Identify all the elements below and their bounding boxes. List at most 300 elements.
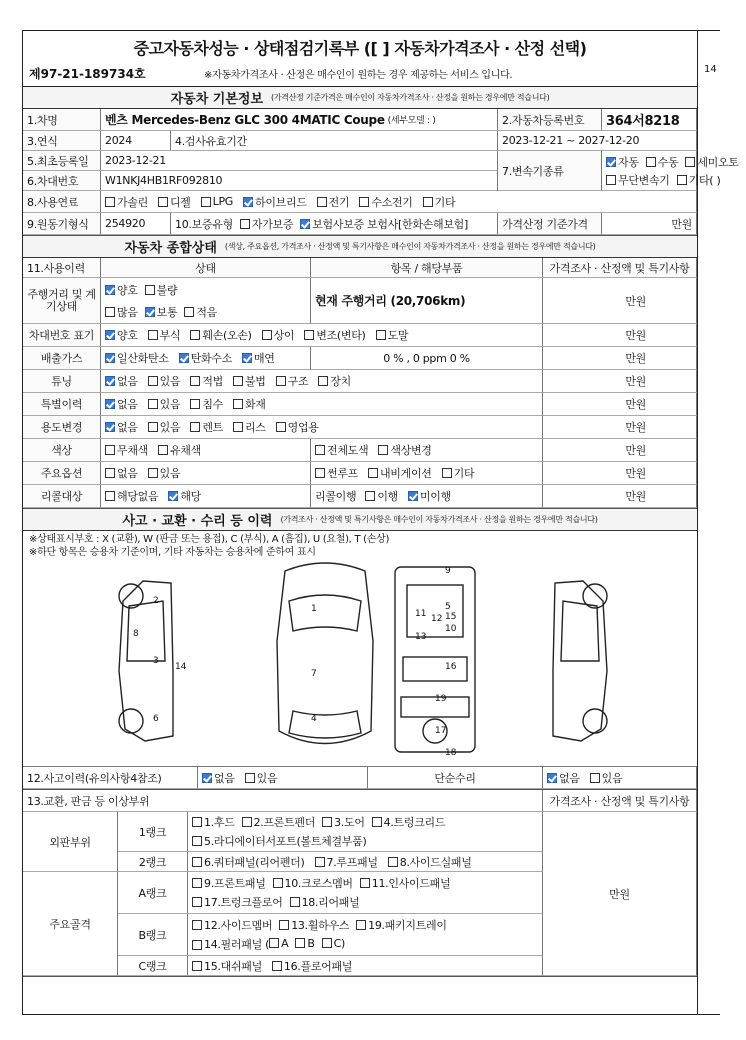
option[interactable] (315, 854, 378, 870)
status-row (105, 304, 224, 320)
option-label: 해당 (180, 490, 201, 503)
checkbox[interactable] (245, 773, 255, 783)
checkbox[interactable] (240, 219, 250, 229)
rank-b: B랭크 (118, 914, 188, 956)
row-status (101, 485, 311, 508)
doc-note: ※자동차가격조사 · 산정은 매수인이 원하는 경우 제공하는 서비스 입니다. (204, 70, 513, 81)
option[interactable] (646, 154, 679, 170)
checkbox[interactable] (368, 468, 378, 478)
option[interactable] (243, 194, 307, 210)
top-view-windshield-icon (289, 595, 361, 631)
checkbox[interactable] (359, 197, 369, 207)
engine-type: 254920 (105, 217, 146, 230)
checkbox[interactable] (148, 330, 158, 340)
option-label: 6.쿼터패널(리어펜더) (204, 855, 305, 869)
option-label: LPG (212, 195, 234, 208)
option[interactable] (192, 875, 266, 891)
option[interactable] (304, 327, 365, 343)
checkbox[interactable] (105, 376, 115, 386)
option[interactable] (262, 327, 295, 343)
label-parts-price: 가격조사 · 산정액 및 특기사항 (543, 790, 697, 812)
overall-section-header (23, 236, 697, 258)
label-vin: 6.차대번호 (23, 171, 101, 191)
option[interactable] (192, 958, 262, 974)
option[interactable] (105, 282, 138, 298)
checkbox[interactable] (192, 920, 202, 930)
left-rear-wheel-icon (119, 709, 143, 733)
checkbox[interactable] (148, 399, 158, 409)
checkbox[interactable] (148, 422, 158, 432)
option-label: 미이행 (419, 490, 451, 503)
checkbox[interactable] (646, 157, 656, 167)
checkbox[interactable] (168, 491, 178, 501)
checkbox[interactable] (322, 938, 332, 948)
option-label: 없음 (117, 421, 138, 434)
checkbox[interactable] (148, 376, 158, 386)
diagram-number: 6 (153, 714, 159, 724)
row-label: 용도변경 (23, 416, 101, 439)
option-label: 없음 (214, 771, 235, 785)
option-label: 침수 (202, 398, 223, 411)
option-label: 4.트렁크리드 (383, 816, 446, 829)
checkbox[interactable] (273, 878, 283, 888)
option[interactable] (192, 894, 283, 910)
checkbox[interactable] (685, 157, 695, 167)
checkbox[interactable] (158, 445, 168, 455)
checkbox[interactable] (315, 857, 325, 867)
row-status (101, 439, 311, 462)
checkbox[interactable] (105, 307, 115, 317)
checkbox[interactable] (192, 836, 202, 846)
option[interactable] (269, 937, 288, 950)
label-simple-repair: 단순수리 (368, 767, 543, 789)
option[interactable] (168, 488, 201, 504)
checkbox[interactable] (201, 197, 211, 207)
option[interactable] (318, 373, 351, 389)
checkbox[interactable] (269, 938, 279, 948)
car-diagram (23, 561, 697, 766)
option-label: 1.후드 (204, 816, 235, 829)
row-price: 만원 (543, 278, 697, 324)
diagram-number: 9 (445, 566, 451, 576)
checkbox[interactable] (105, 197, 115, 207)
option-label: 12.사이드멤버 (204, 919, 273, 932)
row-label: 배출가스 (23, 347, 101, 370)
checkbox[interactable] (290, 897, 300, 907)
option-label: 내비게이션 (379, 467, 432, 480)
trans-options (602, 151, 739, 191)
row-price: 만원 (543, 324, 697, 347)
option-label: 변조(변타) (316, 329, 366, 342)
option[interactable] (192, 854, 305, 870)
option-label: 10.크로스멤버 (284, 877, 353, 890)
trans-row-1 (606, 154, 746, 170)
option[interactable] (388, 854, 472, 870)
insp-period: 2023-12-21 ~ 2027-12-20 (498, 131, 697, 151)
accident-options (198, 767, 368, 789)
overall-title: 자동차 종합상태 (124, 241, 217, 256)
checkbox[interactable] (233, 422, 243, 432)
checkbox[interactable] (192, 961, 202, 971)
option[interactable] (376, 327, 409, 343)
checkbox[interactable] (158, 197, 168, 207)
option[interactable] (606, 172, 670, 188)
option-label: 부식 (159, 329, 181, 342)
label-first: 5.최초등록일 (23, 151, 101, 171)
checkbox[interactable] (372, 817, 382, 827)
checkbox[interactable] (272, 961, 282, 971)
checkbox[interactable] (317, 197, 327, 207)
doc-number: 제97-21-189734호 (29, 67, 146, 81)
option-label: 자가보증 (251, 217, 294, 231)
option[interactable] (356, 917, 447, 933)
option[interactable] (317, 194, 350, 210)
checkbox[interactable] (378, 445, 388, 455)
option[interactable] (365, 488, 398, 504)
option-label: 보험사보증 보험사[한화손해보험] (312, 217, 468, 231)
checkbox[interactable] (190, 330, 200, 340)
checkbox[interactable] (356, 920, 366, 930)
option[interactable] (105, 488, 158, 504)
option[interactable] (233, 396, 266, 412)
option[interactable] (606, 154, 639, 170)
option[interactable] (290, 894, 360, 910)
diagram-number: 5 (445, 602, 451, 612)
rank-b-row-a (192, 917, 454, 933)
option-label: 하이브리드 (255, 195, 307, 209)
checkbox[interactable] (318, 376, 328, 386)
checkbox[interactable] (276, 376, 286, 386)
option[interactable] (242, 814, 316, 830)
option-label: 기타 (453, 467, 475, 480)
option[interactable] (315, 465, 358, 481)
option[interactable] (201, 195, 233, 208)
checkbox[interactable] (388, 857, 398, 867)
row-item (311, 485, 543, 508)
checkbox[interactable] (148, 468, 158, 478)
right-front-wheel-icon (583, 584, 607, 608)
option[interactable] (105, 419, 138, 435)
legend-note: ※하단 항목은 승용차 기준이며, 기타 자동차는 승용차에 준하여 표시 (29, 547, 316, 558)
option[interactable] (233, 419, 266, 435)
option[interactable] (272, 958, 352, 974)
option[interactable] (105, 396, 138, 412)
option[interactable] (145, 304, 178, 320)
year-cell (101, 131, 498, 151)
option-label: 가솔린 (117, 195, 148, 209)
option[interactable] (192, 917, 272, 933)
option[interactable] (158, 194, 191, 210)
parts-price-unit: 만원 (543, 812, 697, 976)
option[interactable] (423, 194, 456, 210)
option-label: 장치 (330, 375, 351, 388)
option[interactable] (590, 770, 623, 786)
option[interactable] (105, 442, 148, 458)
option[interactable] (148, 327, 181, 343)
row-item: 현재 주행거리 (20,706km) (311, 278, 543, 324)
row-price: 만원 (543, 393, 697, 416)
label-fuel: 8.사용연료 (23, 191, 101, 213)
checkbox[interactable] (105, 330, 115, 340)
rank-2: 2랭크 (118, 852, 188, 872)
rank-1-row-a (192, 814, 452, 830)
row-label: 주요옵션 (23, 462, 101, 485)
checkbox[interactable] (145, 285, 155, 295)
option-label: 자동 (618, 155, 639, 169)
checkbox[interactable] (105, 285, 115, 295)
option-label: 불법 (244, 375, 266, 388)
checkbox[interactable] (242, 353, 252, 363)
option[interactable] (315, 442, 368, 458)
rank-a-parts (188, 872, 543, 914)
rank-a: A랭크 (118, 872, 188, 914)
option[interactable] (148, 465, 181, 481)
option[interactable] (179, 350, 232, 366)
rank-2-parts (188, 852, 543, 872)
trans-row-2 (606, 172, 727, 188)
diagram-number: 15 (445, 612, 457, 622)
repair-note: (가격조사 · 산정액 및 특기사항은 매수인이 자동차가격조사 · 산정을 원하는 경우에만 적습니다) (280, 515, 598, 524)
option-label: 있음 (159, 375, 181, 388)
left-front-wheel-icon (119, 584, 143, 608)
diagram-number: 13 (415, 632, 427, 642)
checkbox[interactable] (105, 353, 115, 363)
diagram-number: 10 (445, 624, 457, 634)
checkbox[interactable] (192, 897, 202, 907)
option[interactable] (105, 304, 138, 320)
option[interactable] (145, 282, 178, 298)
option[interactable] (233, 373, 266, 389)
row-label: 특별이력 (23, 393, 101, 416)
option[interactable] (192, 814, 235, 830)
option-label: 상이 (273, 329, 295, 342)
row-price: 만원 (543, 370, 697, 393)
checkbox[interactable] (365, 491, 375, 501)
inspection-record (22, 30, 739, 1015)
diagram-number: 1 (311, 604, 317, 614)
option-label: C) (333, 936, 345, 950)
diagram-number: 7 (311, 669, 317, 679)
option-label: 양호 (117, 329, 138, 342)
label-accident: 12.사고이력(유의사항4참조) (23, 767, 198, 789)
overall-h4: 가격조사 · 산정액 및 특기사항 (543, 258, 697, 278)
row-label: 리콜대상 (23, 485, 101, 508)
option[interactable] (276, 373, 309, 389)
option[interactable] (105, 327, 138, 343)
option[interactable] (322, 937, 345, 950)
row-label: 색상 (23, 439, 101, 462)
label-insp: 4.검사유효기간 (170, 131, 247, 150)
checkbox[interactable] (677, 175, 687, 185)
option[interactable] (202, 770, 235, 786)
checkbox[interactable] (304, 330, 314, 340)
option-label: 없음 (559, 771, 580, 785)
checkbox[interactable] (190, 376, 200, 386)
row-price: 만원 (543, 439, 697, 462)
option[interactable] (368, 465, 432, 481)
option[interactable] (158, 442, 201, 458)
checkbox[interactable] (179, 353, 189, 363)
option[interactable] (105, 350, 169, 366)
overall-h3: 항목 / 해당부품 (311, 258, 543, 278)
rank-1-parts (188, 812, 543, 852)
checkbox[interactable] (105, 468, 115, 478)
option-label: 화재 (244, 398, 266, 411)
row-status (101, 393, 543, 416)
checkbox[interactable] (233, 399, 243, 409)
doc-title: 중고자동차성능 · 상태점검기록부 ([ ] 자동차가격조사 · 산정 선택) (133, 39, 587, 58)
option[interactable] (322, 814, 365, 830)
option[interactable] (148, 373, 181, 389)
option-label: 불량 (156, 283, 178, 297)
checkbox[interactable] (192, 857, 202, 867)
option-label: B (307, 936, 315, 950)
option-label: 무단변속기 (618, 173, 670, 187)
label-reg: 2.자동차등록번호 (498, 109, 602, 131)
checkbox[interactable] (279, 920, 289, 930)
option-label: 2.프론트펜더 (253, 816, 316, 829)
option-label: 영업용 (287, 421, 319, 434)
option[interactable] (105, 373, 138, 389)
option[interactable] (245, 770, 278, 786)
checkbox[interactable] (360, 878, 370, 888)
warranty-options (240, 216, 475, 232)
right-rear-wheel-icon (583, 709, 607, 733)
checkbox[interactable] (442, 468, 452, 478)
checkbox[interactable] (547, 773, 557, 783)
basic-section-header (23, 87, 697, 109)
option[interactable] (192, 833, 366, 849)
option[interactable] (685, 154, 738, 170)
checkbox[interactable] (606, 175, 616, 185)
option-label: 양호 (117, 283, 138, 297)
option[interactable] (295, 937, 314, 950)
option[interactable] (547, 770, 580, 786)
checkbox[interactable] (105, 422, 115, 432)
option[interactable] (184, 304, 217, 320)
checkbox[interactable] (322, 817, 332, 827)
option[interactable] (360, 875, 451, 891)
option[interactable] (242, 350, 275, 366)
checkbox[interactable] (315, 445, 325, 455)
checkbox[interactable] (105, 399, 115, 409)
option[interactable] (190, 373, 223, 389)
checkbox[interactable] (190, 399, 200, 409)
option-label: 있음 (601, 771, 623, 785)
diagram-number: 14 (175, 662, 187, 672)
option-label: 기타 (434, 195, 456, 209)
row-status (101, 462, 311, 485)
checkbox[interactable] (376, 330, 386, 340)
option-label: 전체도색 (327, 444, 369, 457)
option-label: 적음 (196, 305, 217, 319)
option[interactable] (190, 419, 223, 435)
label-trans: 7.변속기종류 (498, 151, 602, 191)
option-label: 색상변경 (390, 444, 432, 457)
option[interactable] (148, 419, 181, 435)
option-label: 11.인사이드패널 (371, 877, 451, 890)
basic-title: 자동차 기본정보 (170, 92, 264, 107)
repair-section-header (23, 509, 697, 531)
checkbox[interactable] (202, 773, 212, 783)
option[interactable] (359, 194, 412, 210)
option[interactable] (240, 216, 293, 232)
option[interactable] (190, 396, 223, 412)
option[interactable] (677, 172, 721, 188)
checkbox[interactable] (184, 307, 194, 317)
checkbox[interactable] (105, 445, 115, 455)
accident-grid (23, 767, 697, 790)
row-status (101, 347, 311, 370)
option[interactable] (105, 465, 138, 481)
option-label: 전기 (328, 195, 350, 209)
option[interactable] (148, 396, 181, 412)
option-label: 많음 (117, 305, 138, 319)
checkbox[interactable] (606, 157, 616, 167)
option-label: 렌트 (202, 421, 223, 434)
row-label: 튜닝 (23, 370, 101, 393)
checkbox[interactable] (233, 376, 243, 386)
option-label: 적법 (202, 375, 223, 388)
checkbox[interactable] (105, 491, 115, 501)
checkbox[interactable] (276, 422, 286, 432)
checkbox[interactable] (242, 817, 252, 827)
checkbox[interactable] (423, 197, 433, 207)
checkbox[interactable] (300, 219, 310, 229)
basic-note: (가격산정 기준가격은 매수인이 자동차가격조사 · 산정을 원하는 경우에만 적습니다) (271, 93, 550, 102)
option[interactable] (372, 814, 446, 830)
option[interactable] (276, 419, 319, 435)
checkbox[interactable] (192, 878, 202, 888)
option[interactable] (273, 875, 353, 891)
checkbox[interactable] (408, 491, 418, 501)
top-view-rear-window-icon (289, 711, 361, 738)
checkbox[interactable] (192, 817, 202, 827)
simple-repair-options (543, 767, 697, 789)
checkbox[interactable] (190, 422, 200, 432)
row-price: 만원 (543, 485, 697, 508)
label-parts: 13.교환, 판금 등 이상부위 (23, 790, 543, 812)
option[interactable] (408, 488, 451, 504)
option[interactable] (300, 216, 468, 232)
checkbox[interactable] (295, 938, 305, 948)
parts-grid (23, 790, 697, 977)
option-label: 없음 (117, 375, 138, 388)
option[interactable] (105, 194, 148, 210)
rank-1-row-b (192, 833, 373, 849)
checkbox[interactable] (262, 330, 272, 340)
option-label: 도말 (387, 329, 409, 342)
option-label: 있음 (159, 398, 181, 411)
option[interactable] (190, 327, 251, 343)
checkbox[interactable] (590, 773, 600, 783)
row-status (101, 278, 311, 324)
checkbox[interactable] (243, 197, 253, 207)
doc-subheader (23, 61, 697, 87)
row-status (101, 324, 543, 347)
fuel-options (101, 191, 697, 213)
checkbox[interactable] (315, 468, 325, 478)
option[interactable] (442, 465, 475, 481)
option-label: 기타( ) (688, 173, 721, 187)
checkbox[interactable] (192, 940, 202, 950)
option-label: 디젤 (169, 195, 191, 209)
option[interactable] (279, 917, 349, 933)
checkbox[interactable] (145, 307, 155, 317)
vin: W1NKJ4HB1RF092810 (101, 171, 498, 191)
option[interactable] (378, 442, 431, 458)
option-label: 15.대쉬패널 (204, 959, 262, 973)
